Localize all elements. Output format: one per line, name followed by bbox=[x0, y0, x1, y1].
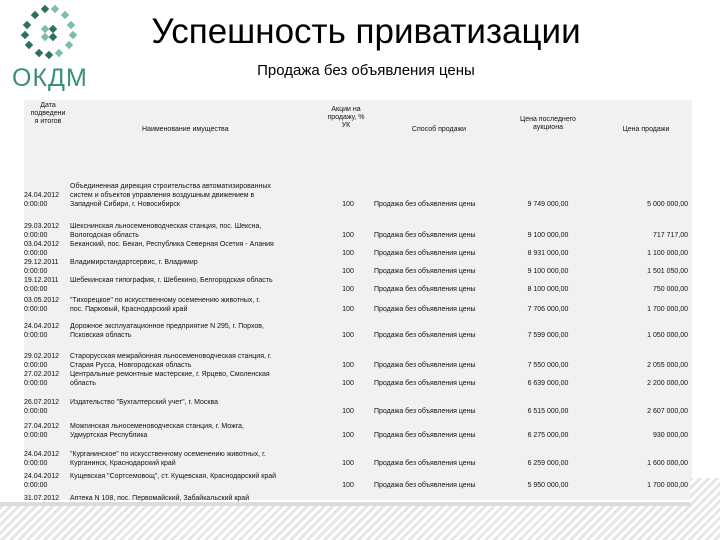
row-method: Продажа без объявления цены bbox=[374, 332, 476, 340]
page-subtitle: Продажа без объявления цены bbox=[257, 62, 475, 79]
row-date: 24.04.2012 0:00:00 bbox=[24, 473, 60, 490]
row-method: Продажа без объявления цены bbox=[374, 408, 476, 416]
row-method: Продажа без объявления цены bbox=[374, 250, 476, 258]
row-share: 100 bbox=[342, 460, 354, 468]
row-share: 100 bbox=[342, 332, 354, 340]
row-sale-price: 750 000,00 bbox=[652, 286, 688, 294]
row-method: Продажа без объявления цены bbox=[374, 286, 476, 294]
row-method: Продажа без объявления цены bbox=[374, 306, 476, 314]
row-method: Продажа без объявления цены bbox=[374, 460, 476, 468]
row-share: 100 bbox=[342, 482, 354, 490]
row-sale-price: 1 050 000,00 bbox=[647, 332, 688, 340]
row-name: Кущевская "Сортсемовощ", ст. Кущевская, Краснодарский край bbox=[70, 473, 277, 480]
row-last-price: 8 100 000,00 bbox=[527, 286, 569, 294]
row-date: 29.12.2011 0:00:00 bbox=[24, 259, 59, 276]
privatization-table bbox=[24, 100, 692, 500]
row-last-price: 6 639 000,00 bbox=[527, 380, 569, 388]
row-method: Продажа без объявления цены bbox=[374, 268, 476, 276]
row-date: 24.04.2012 0:00:00 bbox=[24, 323, 60, 340]
row-name: Шебекинская типография, г. Шебекино, Белгородская область bbox=[70, 277, 273, 284]
row-date: 27.02.2012 0:00:00 bbox=[24, 371, 60, 388]
header-method: Способ продажи bbox=[411, 126, 467, 133]
row-last-price: 7 550 000,00 bbox=[527, 362, 569, 370]
row-name: Дорожное эксплуатационное предприятие N 295, г. Порхов, Псковская область bbox=[70, 323, 264, 340]
header-sale-price: Цена продажи bbox=[622, 126, 670, 133]
row-last-price: 7 599 000,00 bbox=[527, 332, 569, 340]
row-sale-price: 717 717,00 bbox=[652, 232, 688, 240]
row-date: 31.07.2012 bbox=[24, 495, 60, 502]
row-date: 26.07.2012 0:00:00 bbox=[24, 399, 60, 416]
row-method: Продажа без объявления цены bbox=[374, 380, 476, 388]
row-date: 24.04.2012 0:00:00 bbox=[24, 192, 60, 209]
row-date: 29.03.2012 0:00:00 bbox=[24, 223, 60, 240]
row-share: 100 bbox=[342, 250, 354, 258]
row-name: Владимирстандартсервис, г. Владимир bbox=[70, 259, 198, 266]
row-share: 100 bbox=[342, 201, 354, 209]
row-name: Можгинская льносеменоводческая станция, г. Можга, Удмуртская Республика bbox=[70, 423, 244, 440]
row-sale-price: 1 700 000,00 bbox=[647, 306, 688, 314]
row-last-price: 6 515 000,00 bbox=[527, 408, 569, 416]
row-last-price: 9 100 000,00 bbox=[527, 268, 569, 276]
row-last-price: 5 950 000,00 bbox=[527, 482, 569, 490]
row-name: Шекснинская льносеменоводческая станция, пос. Шексна, Вологодская область bbox=[70, 223, 262, 240]
row-sale-price: 2 607 000,00 bbox=[647, 408, 688, 416]
row-name: Объединенная дирекция строительства автоматизированных систем и объектов управления воздушным движением в Западной Сибири, г. Новосибирск bbox=[70, 183, 271, 209]
row-last-price: 9 749 000,00 bbox=[527, 201, 569, 209]
row-name: "Курганинское" по искусственному осеменению животных, г. Курганинск, Краснодарский край bbox=[70, 451, 266, 468]
page-title: Успешность приватизации bbox=[151, 12, 581, 51]
row-share: 100 bbox=[342, 380, 354, 388]
row-last-price: 9 100 000,00 bbox=[527, 232, 569, 240]
row-last-price: 6 259 000,00 bbox=[527, 460, 569, 468]
row-method: Продажа без объявления цены bbox=[374, 201, 476, 209]
row-date: 03.04.2012 0:00:00 bbox=[24, 241, 60, 258]
header-date: Дата подведени я итогов bbox=[30, 102, 66, 126]
corner-decoration bbox=[690, 478, 720, 508]
row-sale-price: 930 000,00 bbox=[652, 432, 688, 440]
row-share: 100 bbox=[342, 432, 354, 440]
row-sale-price: 1 100 000,00 bbox=[647, 250, 688, 258]
row-date: 03.05.2012 0:00:00 bbox=[24, 297, 60, 314]
row-sale-price: 1 501 050,00 bbox=[647, 268, 688, 276]
row-share: 100 bbox=[342, 286, 354, 294]
row-share: 100 bbox=[342, 408, 354, 416]
row-date: 24.04.2012 0:00:00 bbox=[24, 451, 60, 468]
row-sale-price: 1 700 000,00 bbox=[647, 482, 688, 490]
footer-band bbox=[0, 506, 720, 540]
row-last-price: 7 706 000,00 bbox=[527, 306, 569, 314]
table-header bbox=[24, 100, 692, 140]
row-method: Продажа без объявления цены bbox=[374, 232, 476, 240]
row-sale-price: 5 000 000,00 bbox=[647, 201, 688, 209]
header-name: Наименование имущества bbox=[142, 126, 229, 133]
row-share: 100 bbox=[342, 306, 354, 314]
logo-text: ОКДМ bbox=[12, 64, 88, 92]
logo-square bbox=[45, 51, 53, 59]
row-date: 29.02.2012 0:00:00 bbox=[24, 353, 60, 370]
row-name: Центральные ремонтные мастерские, г. Ярцево, Смоленская область bbox=[70, 371, 270, 388]
row-share: 100 bbox=[342, 362, 354, 370]
row-last-price: 6 275 000,00 bbox=[527, 432, 569, 440]
row-last-price: 8 931 000,00 bbox=[527, 250, 569, 258]
row-sale-price: 2 200 000,00 bbox=[647, 380, 688, 388]
row-name: Старорусская межрайонная льносеменоводческая станция, г. Старая Русса, Новгородская область bbox=[70, 353, 272, 370]
row-date: 19.12.2011 0:00:00 bbox=[24, 277, 59, 294]
row-name: "Тихорецкое" по искусственному осеменению животных, г. пос. Парковый, Краснодарский край bbox=[70, 297, 260, 314]
row-date: 27.04.2012 0:00:00 bbox=[24, 423, 60, 440]
row-method: Продажа без объявления цены bbox=[374, 362, 476, 370]
row-name: Беканский, пос. Бекан, Республика Северная Осетия - Алания bbox=[70, 241, 274, 248]
row-name: Издательство "Бухгалтерский учет", г. Москва bbox=[70, 399, 219, 406]
row-share: 100 bbox=[342, 268, 354, 276]
row-method: Продажа без объявления цены bbox=[374, 432, 476, 440]
row-name: Аптека N 108, пос. Первомайский, Забайкальский край bbox=[70, 495, 250, 502]
row-share: 100 bbox=[342, 232, 354, 240]
header-share: Акции на продажу, % УК bbox=[327, 106, 365, 130]
row-sale-price: 2 055 000,00 bbox=[647, 362, 688, 370]
row-method: Продажа без объявления цены bbox=[374, 482, 476, 490]
row-sale-price: 1 600 000,00 bbox=[647, 460, 688, 468]
header-last-price: Цена последнего аукциона bbox=[520, 116, 576, 132]
